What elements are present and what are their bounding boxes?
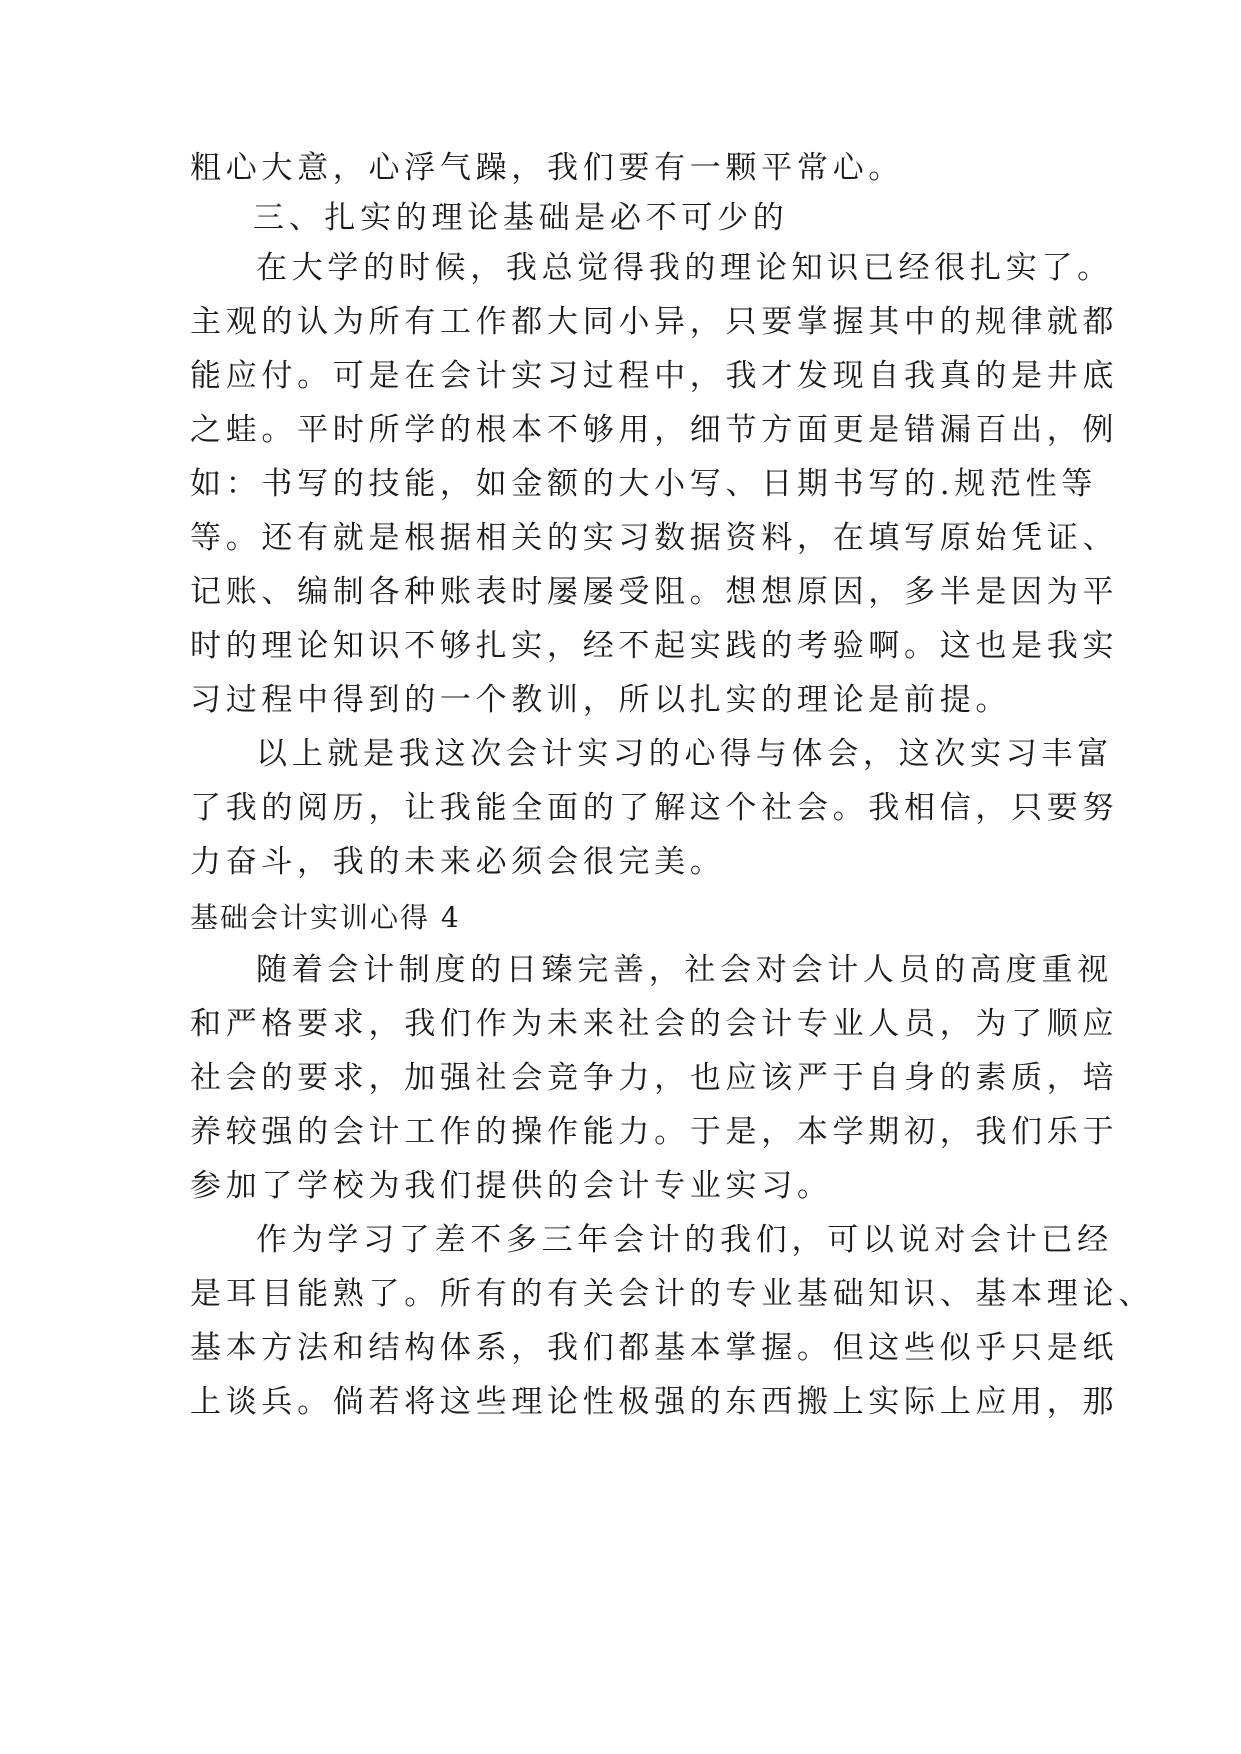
text-line: 等。还有就是根据相关的实习数据资料，在填写原始凭证、: [190, 520, 1119, 556]
text-line: 随着会计制度的日臻完善，社会对会计人员的高度重视: [256, 952, 1113, 988]
text-line: 以上就是我这次会计实习的心得与体会，这次实习丰富: [256, 736, 1113, 772]
text-line: 上谈兵。倘若将这些理论性极强的东西搬上实际上应用，那: [190, 1384, 1119, 1420]
text-line: 在大学的时候，我总觉得我的理论知识已经很扎实了。: [256, 250, 1113, 286]
text-line: 如：书写的技能，如金额的大小写、日期书写的.规范性等: [190, 466, 1098, 502]
text-line: 之蛙。平时所学的根本不够用，细节方面更是错漏百出，例: [190, 412, 1119, 448]
text-line: 是耳目能熟了。所有的有关会计的专业基础知识、基本理论、: [190, 1276, 1154, 1312]
text-line: 参加了学校为我们提供的会计专业实习。: [190, 1168, 833, 1204]
text-line: 记账、编制各种账表时屡屡受阻。想想原因，多半是因为平: [190, 574, 1119, 610]
section-title: 基础会计实训心得 4: [190, 901, 461, 934]
text-line: 主观的认为所有工作都大同小异，只要掌握其中的规律就都: [190, 304, 1119, 340]
text-line: 时的理论知识不够扎实，经不起实践的考验啊。这也是我实: [190, 628, 1119, 664]
text-line: 了我的阅历，让我能全面的了解这个社会。我相信，只要努: [190, 790, 1119, 826]
text-line: 粗心大意，心浮气躁，我们要有一颗平常心。: [190, 150, 904, 186]
section-heading: 三、扎实的理论基础是必不可少的: [253, 200, 789, 236]
text-line: 和严格要求，我们作为未来社会的会计专业人员，为了顺应: [190, 1006, 1119, 1042]
text-line: 养较强的会计工作的操作能力。于是，本学期初，我们乐于: [190, 1114, 1119, 1150]
text-line: 力奋斗，我的未来必须会很完美。: [190, 844, 726, 880]
text-line: 能应付。可是在会计实习过程中，我才发现自我真的是井底: [190, 358, 1119, 394]
text-line: 作为学习了差不多三年会计的我们，可以说对会计已经: [256, 1222, 1113, 1258]
text-line: 基本方法和结构体系，我们都基本掌握。但这些似乎只是纸: [190, 1330, 1119, 1366]
text-line: 社会的要求，加强社会竞争力，也应该严于自身的素质，培: [190, 1060, 1119, 1096]
text-line: 习过程中得到的一个教训，所以扎实的理论是前提。: [190, 682, 1012, 718]
